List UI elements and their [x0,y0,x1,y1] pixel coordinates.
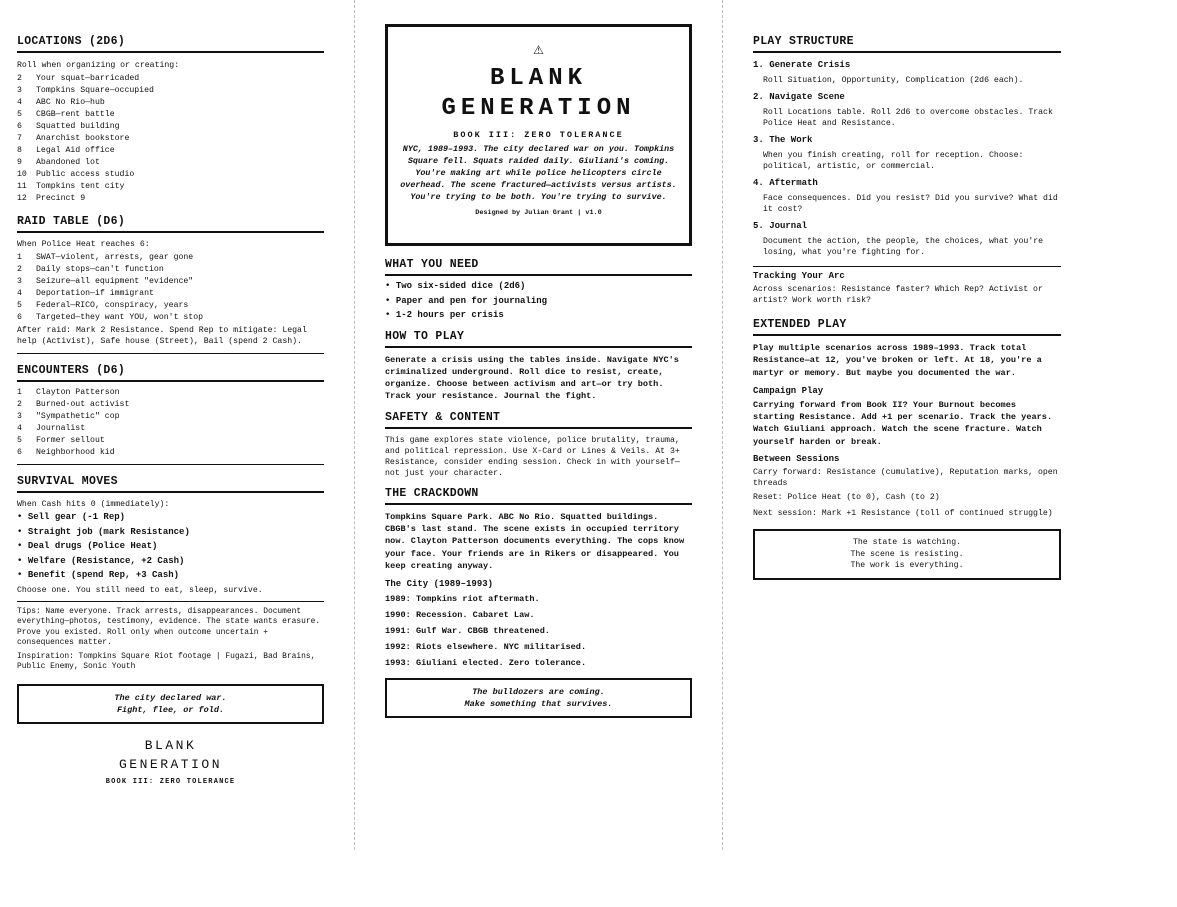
location-row-text: Tompkins tent city [36,182,125,192]
survival-outro: Choose one. You still need to eat, sleep, survive. [17,585,263,595]
howto-text: Generate a crisis using the tables inside. Navigate NYC's criminalized underground. Roll dice to resist, create, organize. Choose between activism and art—or try both. Track your resistance. Journal the fight. [385,354,679,402]
location-row-text: Abandoned lot [36,158,100,168]
encounter-row [17,399,324,411]
encounter-row-text: Journalist [36,424,86,434]
step-title: 3. The Work [753,135,813,145]
step-title: 5. Journal [753,221,808,231]
encounter-row-text: Burned-out activist [36,400,130,410]
raid-heading: RAID TABLE (D6) [17,215,324,233]
between-heading: Between Sessions [753,454,840,465]
raid-after: After raid: Mark 2 Resistance. Spend Rep to mitigate: Legal help (Activist), Safe house (Street), Bail (spend 2 Cash). [17,326,307,347]
survival-intro: When Cash hits 0 (immediately): [17,500,170,510]
location-row-number: 5 [17,110,22,120]
raid-row-number: 6 [17,313,22,323]
campaign-heading: Campaign Play [753,385,824,396]
bullet-icon: • [385,295,396,306]
need-item [385,279,692,294]
raid-row-text: Federal—RICO, conspiracy, years [36,301,189,311]
locations-heading: LOCATIONS (2D6) [17,35,324,53]
encounter-row-number: 4 [17,424,22,434]
raid-row-text: Daily stops—can't function [36,265,164,275]
cover-title-line: GENERATION [441,95,636,122]
location-row [17,109,324,121]
step-text: Roll Locations table. Roll 2d6 to overcome obstacles. Track Police Heat and Resistance. [763,108,1053,128]
location-row [17,73,324,85]
bullet-icon: • [17,555,28,566]
cover-blurb: NYC, 1989–1993. The city declared war on you. Tompkins Square fell. Squats raided daily. Giuliani's coming. You're making art while police helicopters circle overhead. The scene fractured—activists versus artists. You're trying to be both. You're trying to survive. [400,144,677,202]
encounter-row-number: 2 [17,400,22,410]
cover-subtitle: BOOK III: ZERO TOLERANCE [453,130,624,140]
quote-line: The city declared war. [114,692,227,703]
need-item-text: Paper and pen for journaling [395,295,548,306]
raid-row [17,300,324,312]
location-row [17,97,324,109]
encounter-row-number: 5 [17,436,22,446]
bullet-icon: • [17,541,28,552]
year-entry: 1990: Recession. Cabaret Law. [385,610,535,621]
survival-move-text: Straight job (mark Resistance) [27,526,190,537]
extended-text: Play multiple scenarios across 1989–1993. Track total Resistance—at 12, you've broken or left. At 18, you're a martyr or memory. But maybe you documented the war. [753,343,1042,378]
years-list [385,591,692,671]
back-title-line: BLANK [144,737,197,753]
cover-box [385,24,692,246]
need-item-text: 1-2 hours per crisis [395,310,504,320]
year-entry: 1992: Riots elsewhere. NYC militarised. [385,642,587,653]
need-item [385,294,692,309]
quote-box-center [385,678,692,718]
structure-heading: PLAY STRUCTURE [753,35,1061,53]
encounter-row [17,447,324,459]
location-row-text: Tompkins Square—occupied [36,86,154,96]
survival-move [17,525,324,540]
safety-text: This game explores state violence, police brutality, trauma, and political repression. Use X-Card or Lines & Veils. At 3+ Resistance, consider ending session. Check in with yourself—not just your character. [385,435,680,478]
divider [753,266,1061,267]
safety-heading: SAFETY & CONTENT [385,411,692,429]
raid-row [17,312,324,324]
tips-text: Tips: Name everyone. Track arrests, disappearances. Document everything—photos, testimony, evidence. The state wants erasure. Prove you existed. Roll only when outcome uncertain + consequences matter. [17,606,321,648]
raid-row [17,276,324,288]
raid-row-text: Seizure—all equipment "evidence" [36,277,194,287]
step-title: 1. Generate Crisis [753,60,851,70]
location-row-number: 9 [17,158,22,168]
step-title: 4. Aftermath [753,178,818,188]
raid-row-number: 1 [17,253,22,263]
quote-box-left [17,684,324,724]
location-row-number: 4 [17,98,22,108]
survival-move [17,510,324,525]
raid-row-text: Deportation—if immigrant [36,289,154,299]
year-entry: 1993: Giuliani elected. Zero tolerance. [385,658,587,669]
reset-text: Reset: Police Heat (to 0), Cash (to 2) [753,493,940,503]
location-row-text: Squatted building [36,122,120,132]
survival-list [17,510,324,583]
encounter-row [17,411,324,423]
need-item [385,308,692,323]
step-text: Document the action, the people, the choices, what you're losing, what you're fighting for. [763,237,1044,257]
crackdown-text: Tompkins Square Park. ABC No Rio. Squatted buildings. CBGB's last stand. The scene exists in occupied territory now. Clayton Patterson documents everything. The cops know your face. Your friends are in Rikers or disappeared. You keep creating anyway. [385,511,685,571]
bullet-icon: • [17,526,28,537]
location-row-text: Public access studio [36,170,135,180]
year-entry: 1989: Tompkins riot aftermath. [385,594,540,605]
step-text: When you finish creating, roll for reception. Choose: political, artistic, or commercial. [763,151,1024,171]
raid-row-text: SWAT—violent, arrests, gear gone [36,253,194,263]
location-row-number: 8 [17,146,22,156]
location-row-text: Your squat—barricaded [36,74,140,84]
encounter-row-number: 3 [17,412,22,422]
raid-intro: When Police Heat reaches 6: [17,240,150,250]
location-row-number: 2 [17,74,22,84]
encounters-list [17,387,324,459]
encounter-row [17,435,324,447]
survival-heading: SURVIVAL MOVES [17,475,324,493]
raid-row [17,288,324,300]
location-row-text: CBGB—rent battle [36,110,115,120]
quote-line: Fight, flee, or fold. [116,704,225,715]
panel-right [753,0,1061,850]
back-cover-title [17,736,324,786]
bullet-icon: • [385,310,396,320]
arc-heading: Tracking Your Arc [753,271,845,281]
survival-move [17,568,324,583]
structure-steps [753,60,1061,258]
location-row-number: 12 [17,194,27,204]
need-heading: WHAT YOU NEED [385,258,692,276]
crackdown-heading: THE CRACKDOWN [385,487,692,505]
location-row [17,133,324,145]
inspiration-text: Inspiration: Tompkins Square Riot footage | Fugazi, Bad Brains, Public Enemy, Sonic Youth [17,651,316,672]
quote-line: The work is everything. [850,561,964,571]
raid-row [17,252,324,264]
location-row [17,181,324,193]
location-row [17,169,324,181]
back-title-line: GENERATION [118,756,222,772]
bullet-icon: • [17,570,28,581]
raid-row-number: 3 [17,277,22,287]
arc-text: Across scenarios: Resistance faster? Which Rep? Activist or artist? Work worth risk? [753,285,1043,305]
need-item-text: Two six-sided dice (2d6) [395,281,526,291]
next-session: Next session: Mark +1 Resistance (toll of continued struggle) [753,509,1053,519]
step-text: Roll Situation, Opportunity, Complication (2d6 each). [763,76,1024,85]
cover-credit: Designed by Julian Grant | v1.0 [475,209,602,217]
raid-row-number: 2 [17,265,22,275]
bullet-icon: • [17,512,28,523]
raid-row-text: Targeted—they want YOU, won't stop [36,313,204,323]
step-text: Face consequences. Did you resist? Did you survive? What did it cost? [763,194,1058,214]
bullet-icon: • [385,281,396,291]
raid-row [17,264,324,276]
location-row-number: 10 [17,170,27,180]
encounter-row-text: Clayton Patterson [36,388,120,398]
encounter-row-text: Former sellout [36,436,105,446]
encounter-row [17,423,324,435]
quote-line: The state is watching. [852,538,962,548]
year-entry: 1991: Gulf War. CBGB threatened. [385,626,551,637]
location-row [17,193,324,205]
survival-move [17,539,324,554]
divider [17,464,324,465]
quote-line: The bulldozers are coming. [472,687,605,698]
location-row [17,121,324,133]
raid-list [17,252,324,324]
fold-line-1 [354,0,355,850]
howto-heading: HOW TO PLAY [385,330,692,348]
encounter-row-text: Neighborhood kid [36,448,115,458]
quote-box-right [753,529,1061,580]
divider [17,601,324,602]
panel-center [385,0,692,850]
step-title: 2. Navigate Scene [753,92,845,102]
location-row-text: Anarchist bookstore [36,134,130,144]
survival-move-text: Sell gear (-1 Rep) [27,512,126,523]
panel-left [17,0,324,850]
encounter-row-text: "Sympathetic" cop [36,412,120,422]
location-row-text: Precinct 9 [36,194,86,204]
location-row [17,145,324,157]
location-row-text: ABC No Rio—hub [36,98,105,108]
warning-icon: ⚠ [533,41,544,60]
locations-intro: Roll when organizing or creating: [17,61,180,70]
location-row-number: 7 [17,134,22,144]
fold-line-2 [722,0,723,850]
need-list [385,279,692,323]
location-row [17,157,324,169]
survival-move-text: Welfare (Resistance, +2 Cash) [27,555,185,566]
location-row-text: Legal Aid office [36,146,115,156]
extended-heading: EXTENDED PLAY [753,318,1061,336]
carry-forward: Carry forward: Resistance (cumulative), Reputation marks, open threads [753,468,1058,489]
survival-move-text: Benefit (spend Rep, +3 Cash) [27,570,180,581]
divider [17,353,324,354]
quote-line: Make something that survives. [464,699,613,710]
location-row-number: 3 [17,86,22,96]
encounters-heading: ENCOUNTERS (D6) [17,364,324,382]
survival-move-text: Deal drugs (Police Heat) [27,541,158,552]
encounter-row [17,387,324,399]
location-row [17,85,324,97]
quote-line: The scene is resisting. [850,549,964,559]
back-subtitle: BOOK III: ZERO TOLERANCE [105,777,236,786]
location-row-number: 6 [17,122,22,132]
raid-row-number: 5 [17,301,22,311]
campaign-text: Carrying forward from Book II? Your Burnout becomes starting Resistance. Add +1 per scenario. Track the years. Watch Giuliani approach. Watch the scene fracture. Watch yourself harden or break. [753,399,1053,447]
cover-title-line: BLANK [489,65,587,92]
city-heading: The City (1989–1993) [385,579,494,590]
location-row-number: 11 [17,182,27,192]
raid-row-number: 4 [17,289,22,299]
locations-list [17,73,324,205]
survival-move [17,554,324,569]
encounter-row-number: 1 [17,388,22,398]
encounter-row-number: 6 [17,448,22,458]
